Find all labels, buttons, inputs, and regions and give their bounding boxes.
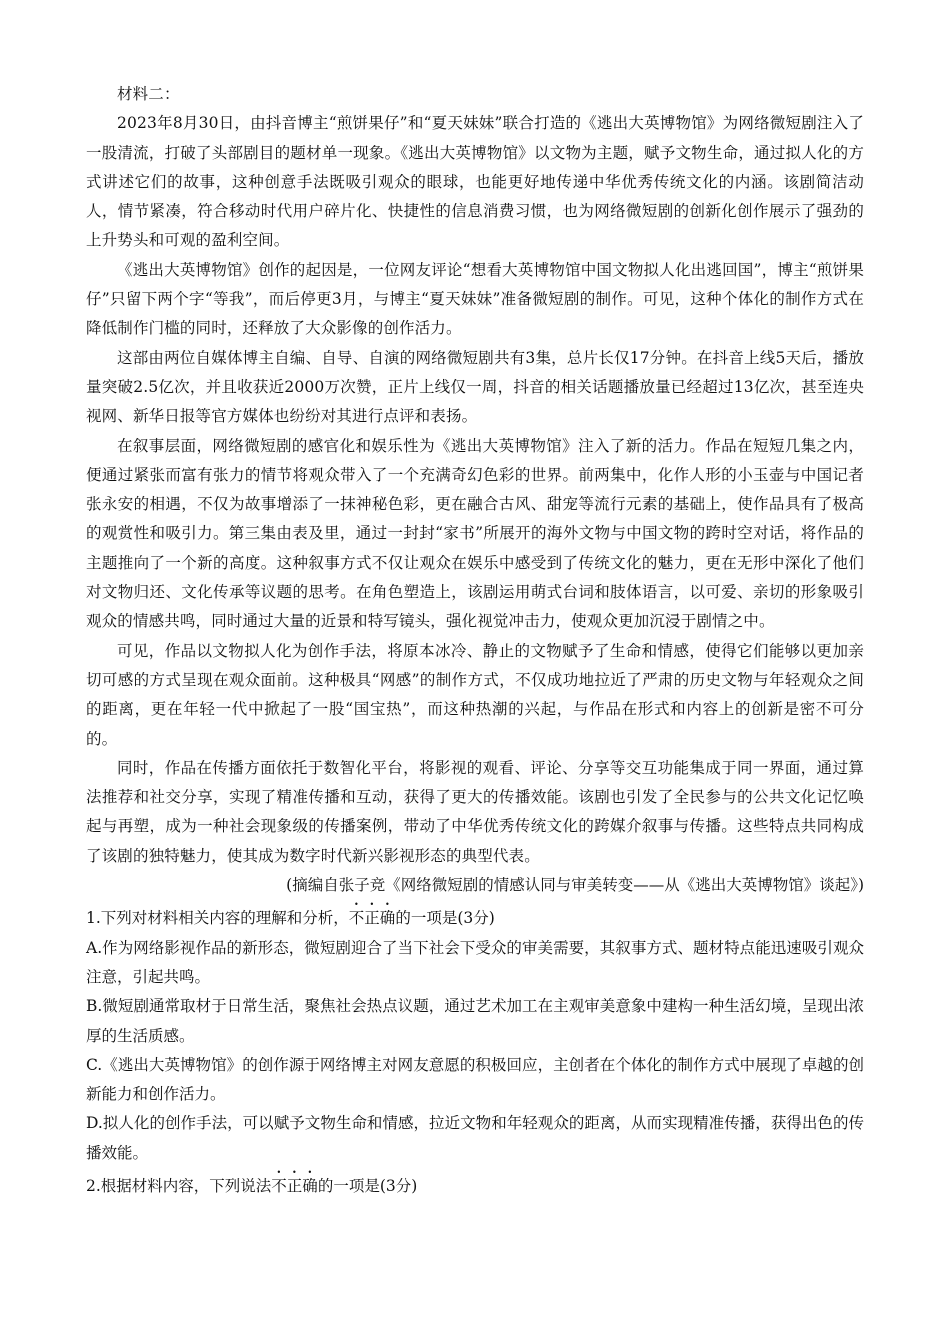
paragraph-3: 这部由两位自媒体博主自编、自导、自演的网络微短剧共有3集，总片长仅17分钟。在抖音上线5天后，播放量突破2.5亿次，并且收获近2000万次赞，正片上线仅一周，抖音的相关话题播放量已经超过13亿次，甚至连央视网、新华日报等官方媒体也纷纷对其进行点评和表扬。 — [86, 348, 864, 426]
question-1-suffix: 的一项是(3分) — [395, 909, 495, 928]
option-b: B.微短剧通常取材于日常生活，聚焦社会热点议题，通过艺术加工在主观审美意象中建构一种生活幻境，呈现出浓厚的生活质感。 — [86, 997, 864, 1045]
source-citation: (摘编自张子竞《网络微短剧的情感认同与审美转变——从《逃出大英博物馆》谈起》) — [286, 876, 864, 895]
question-2-suffix: 的一项是(3分) — [317, 1176, 418, 1195]
option-c: C.《逃出大英博物馆》的创作源于网络博主对网友意愿的积极回应，主创者在个体化的制作方式中展现了卓越的创新能力和创作活力。 — [86, 1055, 864, 1104]
option-a: A.作为网络影视作品的新形态，微短剧迎合了当下社会下受众的审美需要，其叙事方式、题材特点能迅速吸引观众注意，引起共鸣。 — [86, 938, 864, 986]
paragraph-1: 2023年8月30日，由抖音博主“煎饼果仔”和“夏天妹妹”联合打造的《逃出大英博物馆》为网络微短剧注入了一股清流，打破了头部剧目的题材单一现象。《逃出大英博物馆》以文物为主题，赋予文物生命，通过拟人化的方式讲述它们的故事，这种创意手法既吸引观众的眼球，也能更好地传递中华优秀传统文化的内涵。该剧简洁动人，情节紧凑，符合移动时代用户碎片化、快捷性的信息消费习惯，也为网络微短剧的创新化创作展示了强劲的上升势头和可观的盈利空间。 — [86, 114, 864, 250]
question-1-emphasis: 不正确 — [348, 909, 396, 928]
question-1 — [86, 900, 864, 933]
paragraph-5: 可见，作品以文物拟人化为创作手法，将原本冰冷、静止的文物赋予了生命和情感，使得它们能够以更加亲切可感的方式呈现在观众面前。这种极具“网感”的制作方式，不仅成功地拉近了严肃的历史文物与年轻观众之间的距离，更在年轻一代中掀起了一股“国宝热”，而这种热潮的兴起，与作品在形式和内容上的创新是密不可分的。 — [86, 641, 864, 748]
question-2-prefix: 2.根据材料内容，下列说法 — [86, 1176, 272, 1195]
material-heading: 材料二： — [117, 85, 180, 103]
question-2 — [86, 1168, 864, 1201]
exam-page — [86, 80, 864, 1201]
paragraph-2: 《逃出大英博物馆》创作的起因是，一位网友评论“想看大英博物馆中国文物拟人化出逃回国”，博主“煎饼果仔”只留下两个字“等我”，而后停更3月，与博主“夏天妹妹”准备微短剧的制作。可见，这种个体化的制作方式在降低制作门槛的同时，还释放了大众影像的创作活力。 — [86, 260, 864, 338]
question-2-emphasis: 不正确 — [271, 1176, 318, 1195]
paragraph-4: 在叙事层面，网络微短剧的感官化和娱乐性为《逃出大英博物馆》注入了新的活力。作品在短短几集之内，便通过紧张而富有张力的情节将观众带入了一个充满奇幻色彩的世界。前两集中，化作人形的小玉壶与中国记者张永安的相遇，不仅为故事增添了一抹神秘色彩，更在融合古风、甜宠等流行元素的基础上，使作品具有了极高的观赏性和吸引力。第三集由表及里，通过一封封“家书”所展开的海外文物与中国文物的跨时空对话，将作品的主题推向了一个新的高度。这种叙事方式不仅让观众在娱乐中感受到了传统文化的魅力，更在无形中深化了他们对文物归还、文化传承等议题的思考。在角色塑造上，该剧运用萌式台词和肢体语言，以可爱、亲切的形象吸引观众的情感共鸣，同时通过大量的近景和特写镜头，强化视觉冲击力，使观众更加沉浸于剧情之中。 — [86, 436, 864, 631]
paragraph-6: 同时，作品在传播方面依托于数智化平台，将影视的观看、评论、分享等交互功能集成于同一界面，通过算法推荐和社交分享，实现了精准传播和互动，获得了更大的传播效能。该剧也引发了全民参与的公共文化记忆唤起与再塑，成为一种社会现象级的传播案例，带动了中华优秀传统文化的跨媒介叙事与传播。这些特点共同构成了该剧的独特魅力，使其成为数字时代新兴影视形态的典型代表。 — [86, 758, 864, 865]
question-1-prefix: 1.下列对材料相关内容的理解和分析， — [86, 909, 349, 928]
option-d: D.拟人化的创作手法，可以赋予文物生命和情感，拉近文物和年轻观众的距离，从而实现精准传播，获得出色的传播效能。 — [86, 1114, 864, 1162]
